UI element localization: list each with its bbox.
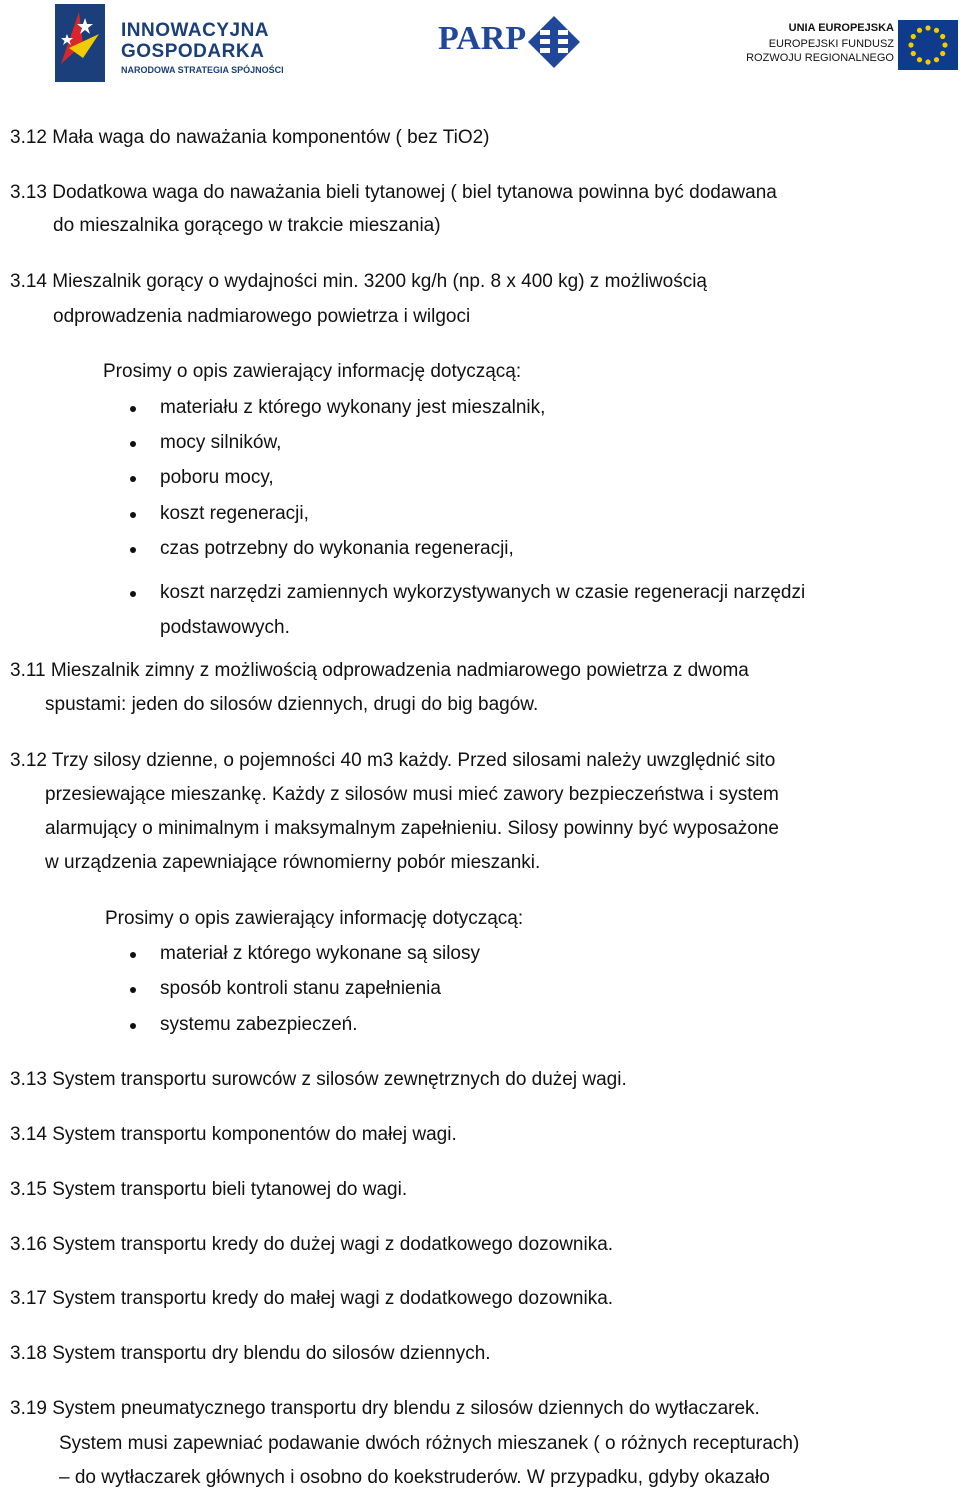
list-item: sposób kontroli stanu zapełnienia — [160, 978, 441, 999]
parp-logo — [438, 14, 588, 70]
list-item: poboru mocy, — [160, 467, 274, 488]
bullet-icon — [130, 591, 136, 597]
item-3-19-pneumatic-line3: – do wytłaczarek głównych i osobno do koekstruderów. W przypadku, gdyby okazało — [59, 1467, 770, 1488]
eu-flag-icon — [898, 20, 958, 70]
bullet-icon — [130, 476, 136, 482]
bullet-icon — [130, 987, 136, 993]
bullet-icon — [130, 441, 136, 447]
list-item: materiału z którego wykonany jest mieszalnik, — [160, 397, 546, 418]
item-3-18-transport: 3.18 System transportu dry blendu do silosów dziennych. — [10, 1343, 491, 1364]
list-item: koszt regeneracji, — [160, 503, 309, 524]
item-3-11-cold-mixer-line1: 3.11 Mieszalnik zimny z możliwością odprowadzenia nadmiarowego powietrza z dwoma — [10, 660, 749, 681]
eu-logo-line3: ROZWOJU REGIONALNEGO — [746, 52, 894, 64]
eu-logo-line2: EUROPEJSKI FUNDUSZ — [768, 38, 894, 50]
item-3-12-silos-line1: 3.12 Trzy silosy dzienne, o pojemności 40 m3 każdy. Przed silosami należy uwzględnić sito — [10, 750, 776, 771]
item-3-11-cold-mixer-line2: spustami: jeden do silosów dziennych, drugi do big bagów. — [45, 694, 539, 715]
innowacyjna-gospodarka-logo — [55, 4, 305, 82]
item-3-16-transport: 3.16 System transportu kredy do dużej wagi z dodatkowego dozownika. — [10, 1234, 614, 1255]
item-3-12-silos-line4: w urządzenia zapewniające równomierny pobór mieszanki. — [45, 852, 541, 873]
parp-emblem-icon — [526, 14, 582, 70]
item-3-14-hot-mixer-line1: 3.14 Mieszalnik gorący o wydajności min. 3200 kg/h (np. 8 x 400 kg) z możliwością — [10, 271, 707, 292]
item-3-12-silos-line3: alarmujący o minimalnym i maksymalnym zapełnieniu. Silosy powinny być wyposażone — [45, 818, 779, 839]
request-intro-2: Prosimy o opis zawierający informację dotyczącą: — [105, 908, 524, 929]
bullet-icon — [130, 952, 136, 958]
logo-innowacyjna-line3: NARODOWA STRATEGIA SPÓJNOŚCI — [121, 65, 284, 75]
item-3-19-pneumatic-line2: System musi zapewniać podawanie dwóch różnych mieszanek ( o różnych recepturach) — [59, 1433, 800, 1454]
list-item: czas potrzebny do wykonania regeneracji, — [160, 538, 514, 559]
innowacyjna-emblem-icon — [55, 4, 105, 82]
parp-logo-text: PARP — [438, 20, 527, 57]
list-item-continuation: podstawowych. — [160, 617, 290, 638]
list-item: mocy silników, — [160, 432, 282, 453]
item-3-15-transport: 3.15 System transportu bieli tytanowej do wagi. — [10, 1179, 408, 1200]
item-3-17-transport: 3.17 System transportu kredy do małej wagi z dodatkowego dozownika. — [10, 1288, 614, 1309]
bullet-icon — [130, 406, 136, 412]
item-3-13-transport: 3.13 System transportu surowców z silosów zewnętrznych do dużej wagi. — [10, 1069, 627, 1090]
eu-logo-line1: UNIA EUROPEJSKA — [788, 22, 894, 34]
list-item: koszt narzędzi zamiennych wykorzystywanych w czasie regeneracji narzędzi — [160, 582, 806, 603]
bullet-icon — [130, 547, 136, 553]
bullet-icon — [130, 512, 136, 518]
list-item: materiał z którego wykonane są silosy — [160, 943, 480, 964]
item-3-14-hot-mixer-line2: odprowadzenia nadmiarowego powietrza i wilgoci — [53, 306, 471, 327]
logo-innowacyjna-line1: INNOWACYJNA — [121, 20, 270, 41]
bullet-icon — [130, 1023, 136, 1029]
item-3-19-pneumatic-line1: 3.19 System pneumatycznego transportu dry blendu z silosów dziennych do wytłaczarek. — [10, 1398, 760, 1419]
list-item: systemu zabezpieczeń. — [160, 1014, 358, 1035]
item-3-12-silos-line2: przesiewające mieszankę. Każdy z silosów musi mieć zawory bezpieczeństwa i system — [45, 784, 779, 805]
item-3-13-extra-scale-line2: do mieszalnika gorącego w trakcie mieszania) — [53, 215, 441, 236]
item-3-14-transport: 3.14 System transportu komponentów do małej wagi. — [10, 1124, 457, 1145]
logo-innowacyjna-line2: GOSPODARKA — [121, 41, 265, 62]
request-intro-1: Prosimy o opis zawierający informację dotyczącą: — [103, 361, 522, 382]
eu-logo — [738, 20, 958, 70]
item-3-13-extra-scale-line1: 3.13 Dodatkowa waga do naważania bieli tytanowej ( biel tytanowa powinna być dodawana — [10, 182, 777, 203]
item-3-12-scale: 3.12 Mała waga do naważania komponentów ( bez TiO2) — [10, 127, 490, 148]
